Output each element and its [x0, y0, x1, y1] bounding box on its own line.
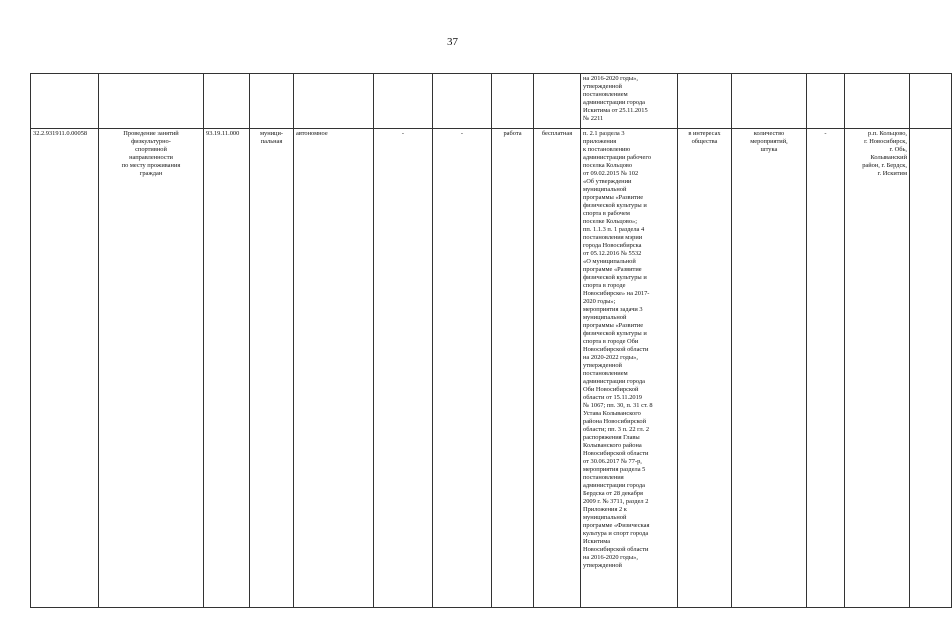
- cell-col15: [910, 74, 952, 129]
- cell-col13: -: [807, 129, 845, 608]
- cell-institution-type: [294, 74, 374, 129]
- cell-col5: [374, 74, 433, 129]
- cell-owner: [250, 74, 294, 129]
- cell-payment: [534, 74, 581, 129]
- cell-territory: [845, 74, 910, 129]
- services-table: [30, 73, 952, 608]
- table-row-continued: [31, 74, 952, 129]
- cell-basis: п. 2.1 раздела 3 приложения к постановлению администрации рабочего поселка Кольцово от 09.02.2015 № 102 «Об утверждении муниципальной программы «Развитие физической культуры и спорта в рабочем поселке Кольцово»; пп. 1.1.3 п. 1 раздела 4 постановления мэрии города Новосибирска от 05.12.2016 № 5532 «О муниципальной программе «Развитие физической культуры и спорта в городе Новосибирске» на 2017- 2020 годы»; мероприятия задачи 3 муниципальной программы «Развитие физической культуры и спорта в городе Оби Новосибирской области на 2020-2022 годы», утвержденной постановлением администрации города Оби Новосибирской области от 15.11.2019 № 1067; пп. 30, п. 31 ст. 8 Устава Колыванского района Новосибирской области; пп. 3 п. 22 гл. 2 распоряжения Главы Колыванского района Новосибирской области от 30.06.2017 № 77-р, мероприятия раздела 5 постановления администрации города Бердска от 28 декабря 2009 г. № 3711, раздел 2 Приложения 2 к муниципальной программе «Физическая культура и спорт города Искитима Новосибирской области на 2016-2020 годы», утвержденной: [581, 129, 678, 608]
- cell-kind: работа: [492, 129, 534, 608]
- cell-owner: муници- пальная: [250, 129, 294, 608]
- cell-col6: [433, 74, 492, 129]
- cell-basis: на 2016-2020 годы», утвержденной постановлением администрации города Искитима от 25.11.2015 № 2211: [581, 74, 678, 129]
- cell-interest: [678, 74, 732, 129]
- cell-code: [31, 74, 99, 129]
- page-number: 37: [447, 36, 458, 48]
- cell-interest: в интересах общества: [678, 129, 732, 608]
- cell-payment: бесплатная: [534, 129, 581, 608]
- cell-col6: -: [433, 129, 492, 608]
- cell-institution-type: автономное: [294, 129, 374, 608]
- cell-name: [99, 74, 204, 129]
- cell-name: Проведение занятий физкультурно- спортивной направленности по месту проживания граждан: [99, 129, 204, 608]
- cell-kind: [492, 74, 534, 129]
- cell-indicator: количество мероприятий, штука: [732, 129, 807, 608]
- cell-col13: [807, 74, 845, 129]
- cell-col5: -: [374, 129, 433, 608]
- cell-okved: 93.19.11.000: [204, 129, 250, 608]
- cell-indicator: [732, 74, 807, 129]
- cell-code: 32.2.931911.0.00058: [31, 129, 99, 608]
- cell-col15: [910, 129, 952, 608]
- cell-okved: [204, 74, 250, 129]
- cell-territory: р.п. Кольцово, г. Новосибирск, г. Обь, Колыванский район, г. Бердск, г. Искитим: [845, 129, 910, 608]
- table-row-service: [31, 129, 952, 608]
